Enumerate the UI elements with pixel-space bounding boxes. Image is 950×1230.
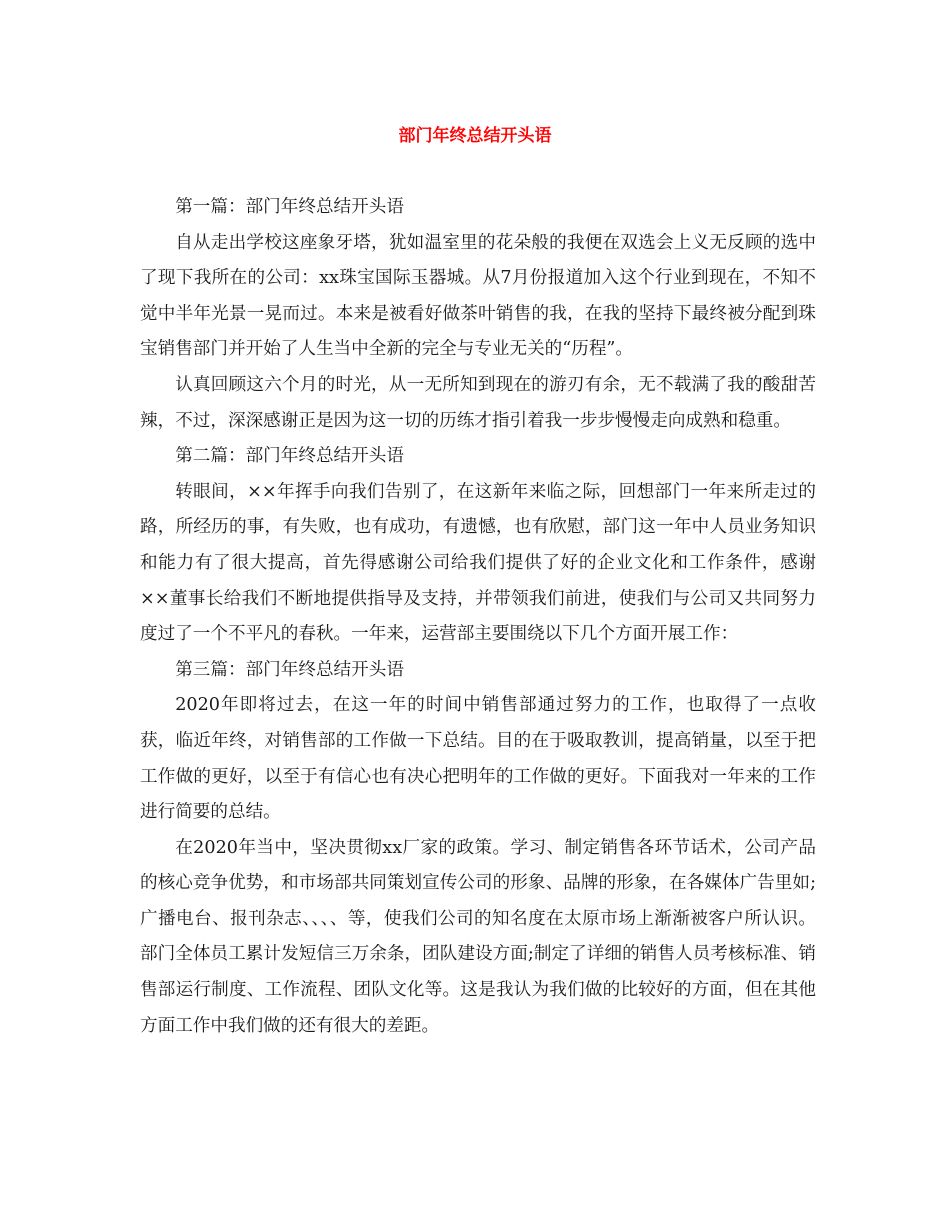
- paragraph: 转眼间，××年挥手向我们告别了，在这新年来临之际，回想部门一年来所走过的路，所经历的事，有失败，也有成功，有遗憾，也有欣慰，部门这一年中人员业务知识和能力有了很大提高，首先得感谢公司给我们提供了好的企业文化和工作条件，感谢××董事长给我们不断地提供指导及支持，并带领我们前进，使我们与公司又共同努力度过了一个不平凡的春秋。一年来，运营部主要围绕以下几个方面开展工作：: [140, 481, 816, 645]
- document-body: [140, 190, 816, 1044]
- paragraph: 认真回顾这六个月的时光，从一无所知到现在的游刃有余，无不载满了我的酸甜苦辣，不过，深深感谢正是因为这一切的历练才指引着我一步步慢慢走向成熟和稳重。: [140, 374, 816, 431]
- paragraph: 2020年即将过去，在这一年的时间中销售部通过努力的工作，也取得了一点收获，临近年终，对销售部的工作做一下总结。目的在于吸取教训，提高销量，以至于把工作做的更好，以至于有信心也有决心把明年的工作做的更好。下面我对一年来的工作进行简要的总结。: [140, 695, 816, 823]
- section-heading-1: 第一篇：部门年终总结开头语: [175, 197, 404, 217]
- section-heading-3: 第三篇：部门年终总结开头语: [175, 659, 404, 680]
- paragraph: 自从走出学校这座象牙塔，犹如温室里的花朵般的我便在双选会上义无反顾的选中了现下我所在的公司：xx珠宝国际玉器城。从7月份报道加入这个行业到现在，不知不觉中半年光景一晃而过。本来是被看好做茶叶销售的我，在我的坚持下最终被分配到珠宝销售部门并开始了人生当中全新的完全与专业无关的“历程”。: [140, 232, 816, 360]
- paragraph: 在2020年当中，坚决贯彻xx厂家的政策。学习、制定销售各环节话术，公司产品的核心竞争优势，和市场部共同策划宣传公司的形象、品牌的形象，在各媒体广告里如;广播电台、报刊杂志、、、、等，使我们公司的知名度在太原市场上渐渐被客户所认识。部门全体员工累计发短信三万余条，团队建设方面;制定了详细的销售人员考核标准、销售部运行制度、工作流程、团队文化等。这是我认为我们做的比较好的方面，但在其他方面工作中我们做的还有很大的差距。: [140, 837, 816, 1036]
- section-heading-2: 第二篇：部门年终总结开头语: [175, 446, 404, 467]
- document-title: 部门年终总结开头语: [398, 126, 552, 146]
